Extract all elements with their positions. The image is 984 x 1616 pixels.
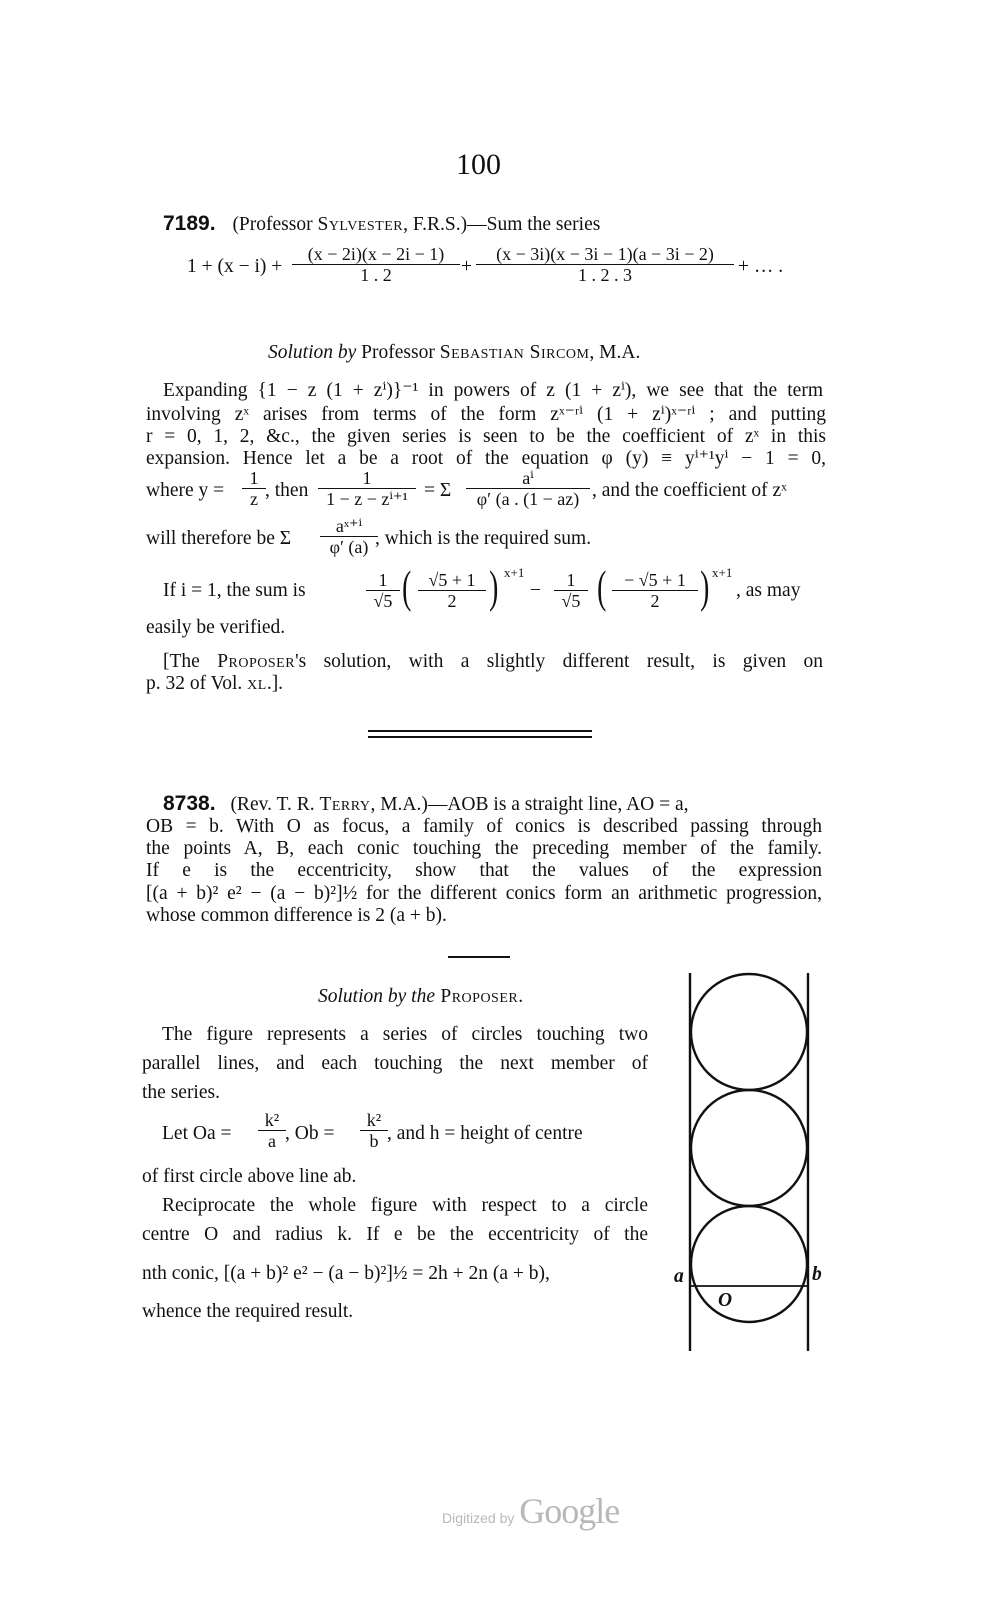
- question-intro: (Professor: [232, 214, 318, 235]
- fraction-numerator: (x − 3i)(x − 3i − 1)(a − 3i − 2): [496, 244, 714, 264]
- let-mid: , Ob =: [285, 1123, 335, 1144]
- fraction-numerator: 1: [566, 570, 576, 590]
- solution-8738-heading: [318, 986, 523, 1008]
- watermark-brand: Google: [519, 1491, 620, 1531]
- watermark-prefix: Digitized by: [442, 1510, 515, 1526]
- series-tail: + … .: [738, 256, 784, 277]
- note-line-1: [163, 651, 823, 673]
- watermark: [442, 1491, 620, 1531]
- fraction-denominator: 1 . 2 . 3: [476, 264, 734, 285]
- minus-sign: −: [530, 580, 541, 601]
- fraction-numerator: 1: [362, 468, 372, 488]
- proposer-name: Terry: [319, 794, 371, 815]
- fraction-denominator: 2: [418, 590, 486, 611]
- fraction-denominator: φ′ (a . (1 − az): [466, 488, 590, 509]
- circles-figure: [670, 968, 830, 1358]
- fraction-sum-term: [320, 516, 378, 557]
- fraction-numerator: k²: [366, 1110, 382, 1130]
- line5-sum: = Σ: [424, 480, 452, 501]
- question-8738-line-2: OB = b. With O as focus, a family of conics is described passing through: [146, 816, 822, 837]
- let-lead: Let Oa =: [162, 1123, 232, 1144]
- fraction-denominator: φ′ (a): [320, 536, 378, 557]
- solution-8738-p1-line-3: the series.: [142, 1082, 220, 1103]
- question-8738-line-4: If e is the eccentricity, show that the values of the expression: [146, 860, 822, 881]
- figure-label-a: a: [674, 1266, 684, 1287]
- let-end: , and h = height of centre: [387, 1123, 583, 1144]
- note-smallcaps: Proposer: [217, 651, 296, 672]
- fraction-denominator: √5: [366, 590, 400, 611]
- heading-text: Professor: [356, 342, 440, 363]
- fraction-Oa: [258, 1110, 286, 1151]
- solution-7189-heading: [268, 342, 640, 364]
- proposer-name: Sylvester: [317, 214, 404, 235]
- fraction-golden-minus: [612, 570, 698, 611]
- fraction-1-root5-a: [366, 570, 400, 611]
- short-rule: [448, 956, 510, 958]
- series-fraction-1: [292, 244, 460, 285]
- fraction-numerator: √5 + 1: [428, 570, 476, 590]
- note-text: 's solution, with a slightly different result, is given on: [295, 651, 824, 672]
- question-8738-line-5: [(a + b)² e² − (a − b)²]½ for the different conics form an arithmetic progression,: [146, 883, 822, 904]
- right-paren: ): [489, 561, 499, 612]
- heading-smallcaps: Proposer: [434, 986, 519, 1007]
- right-paren: ): [700, 561, 710, 612]
- series-plus: +: [461, 256, 472, 277]
- fraction-numerator: aⁱ: [522, 468, 534, 488]
- line5-then: , then: [265, 480, 309, 501]
- note-smallcaps: xl: [247, 673, 267, 694]
- question-8738-line-3: the points A, B, each conic touching the preceding member of the family.: [146, 838, 822, 859]
- fraction-denominator: √5: [554, 590, 588, 611]
- line8: easily be verified.: [146, 617, 286, 638]
- left-paren: (: [597, 561, 607, 612]
- fraction-numerator: aˣ⁺ⁱ: [335, 516, 363, 536]
- question-number: 8738.: [163, 792, 216, 815]
- question-number: 7189.: [163, 212, 216, 235]
- fraction-numerator: − √5 + 1: [624, 570, 686, 590]
- fraction-numerator: 1: [249, 468, 259, 488]
- fraction-denominator: 2: [612, 590, 698, 611]
- circle-middle: [691, 1090, 807, 1206]
- series-lead: 1 + (x − i) +: [187, 256, 283, 277]
- fraction-Ob: [360, 1110, 388, 1151]
- solution-8738-p1-line-2: parallel lines, and each touching the next member of: [142, 1053, 648, 1074]
- page-number: 100: [456, 148, 501, 181]
- solution-8738-p3-line-1: Reciprocate the whole figure with respect to a circle: [162, 1195, 648, 1216]
- solution-7189-line-3: r = 0, 1, 2, &c., the given series is seen to be the coefficient of zˣ in this: [146, 426, 826, 447]
- heading-suffix: .: [518, 986, 524, 1007]
- fraction-numerator: k²: [264, 1110, 280, 1130]
- solution-8738-p3-line-4: whence the required result.: [142, 1301, 354, 1322]
- solution-7189-line-1: Expanding {1 − z (1 + zⁱ)}⁻¹ in powers of z (1 + zⁱ), we see that the term: [163, 380, 823, 401]
- question-8738-line-6: whose common difference is 2 (a + b).: [146, 905, 447, 926]
- fraction-denominator: z: [242, 488, 266, 509]
- line5-where: where y =: [146, 480, 225, 501]
- line6-end: , which is the required sum.: [375, 528, 592, 549]
- circle-top: [691, 974, 807, 1090]
- heading-suffix: , M.A.: [589, 342, 641, 363]
- fraction-1-over-z: [242, 468, 266, 509]
- circle-bottom: [691, 1206, 807, 1322]
- fraction-golden-plus: [418, 570, 486, 611]
- solution-8738-p3-line-2: centre O and radius k. If e be the eccentricity of the: [142, 1224, 648, 1245]
- solver-name: Sebastian Sircom: [439, 342, 590, 363]
- question-7189-header: [163, 213, 600, 236]
- question-text: (Rev. T. R.: [230, 794, 320, 815]
- heading-italic: Solution by the: [318, 986, 435, 1007]
- solution-7189-line-2: involving zˣ arises from terms of the form zˣ⁻ʳⁱ (1 + zⁱ)ˣ⁻ʳⁱ ; and putting: [146, 404, 826, 425]
- fraction-numerator: (x − 2i)(x − 2i − 1): [307, 244, 445, 264]
- exponent: x+1: [712, 565, 733, 580]
- line7-lead: If i = 1, the sum is: [163, 580, 306, 601]
- fraction-root-term: [466, 468, 590, 509]
- fraction-denominator: 1 . 2: [292, 264, 460, 285]
- fraction-1-root5-b: [554, 570, 588, 611]
- series-fraction-2: [476, 244, 734, 285]
- question-intro-end: , F.R.S.)—Sum the series: [403, 214, 601, 235]
- fraction-denominator: a: [258, 1130, 286, 1151]
- heading-italic: Solution by: [268, 342, 357, 363]
- question-8738-header: [163, 793, 689, 816]
- figure-label-o: O: [718, 1290, 733, 1311]
- solution-8738-p2-line-2: of first circle above line ab.: [142, 1166, 357, 1187]
- solution-7189-line-4: expansion. Hence let a be a root of the equation φ (y) ≡ yⁱ⁺¹yⁱ − 1 = 0,: [146, 448, 826, 469]
- note-text: [The: [163, 651, 218, 672]
- solution-8738-p1-line-1: The figure represents a series of circles touching two: [162, 1024, 648, 1045]
- fraction-numerator: 1: [378, 570, 388, 590]
- solution-8738-p3-line-3: nth conic, [(a + b)² e² − (a − b)²]½ = 2h + 2n (a + b),: [142, 1263, 550, 1284]
- note-line-2: [146, 673, 283, 695]
- line7-end: , as may: [736, 580, 801, 601]
- figure-label-b: b: [812, 1264, 822, 1285]
- note-text: p. 32 of Vol.: [146, 673, 248, 694]
- left-paren: (: [402, 561, 412, 612]
- fraction-denominator: 1 − z − zⁱ⁺¹: [318, 488, 416, 509]
- fraction-generating: [318, 468, 416, 509]
- double-rule-separator: [368, 730, 592, 738]
- exponent: x+1: [504, 565, 525, 580]
- question-text: , M.A.)—AOB is a straight line, AO = a,: [370, 794, 689, 815]
- line5-end: , and the coefficient of zˣ: [592, 480, 787, 501]
- note-text: .].: [266, 673, 284, 694]
- fraction-denominator: b: [360, 1130, 388, 1151]
- line6-lead: will therefore be Σ: [146, 528, 292, 549]
